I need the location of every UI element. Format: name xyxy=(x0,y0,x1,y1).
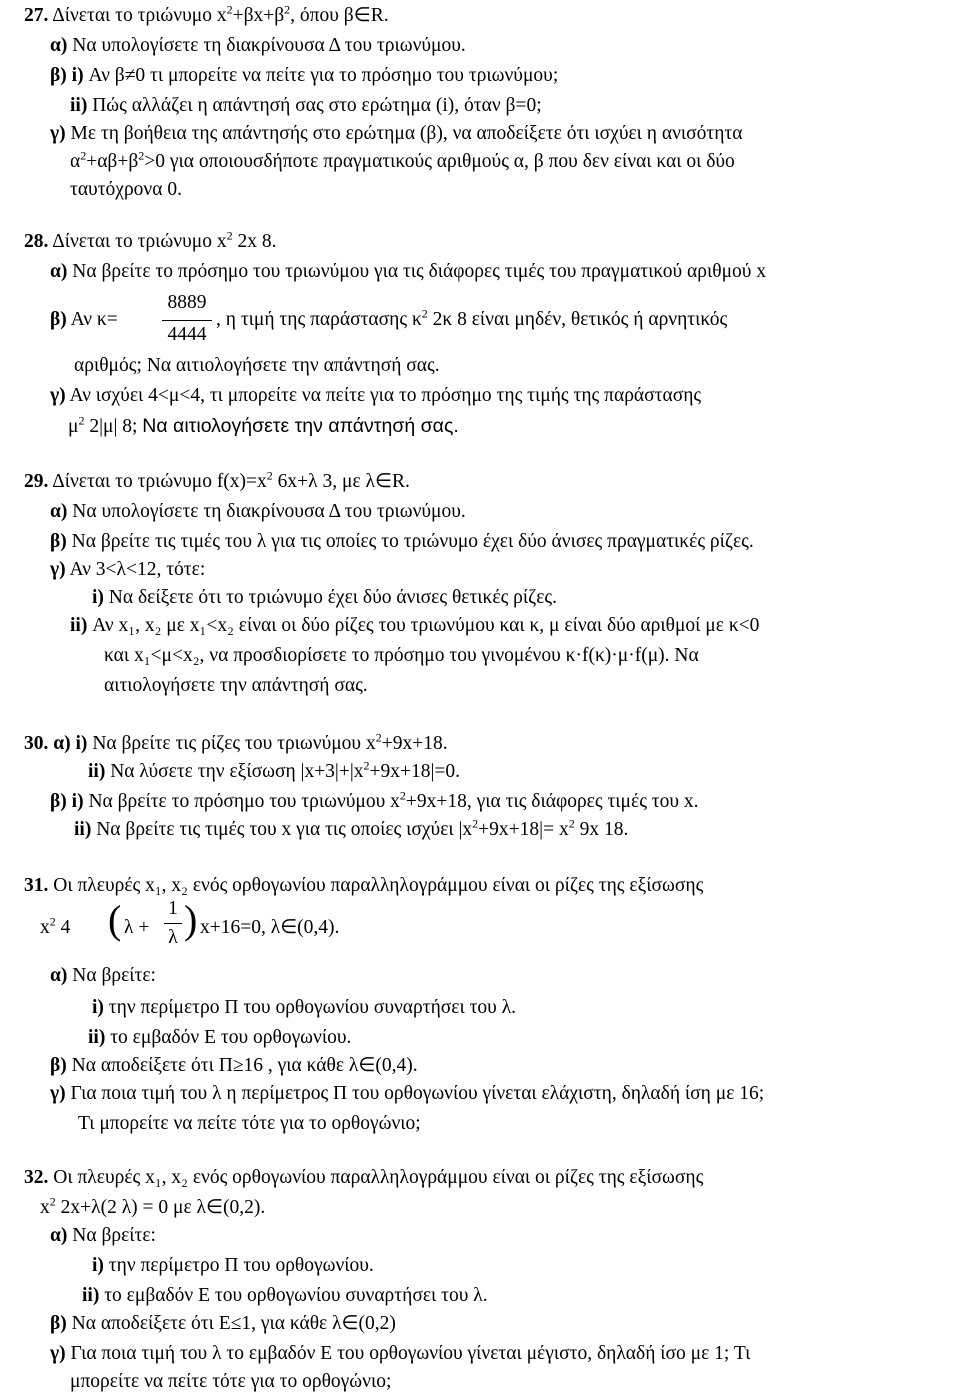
fraction-numerator: 8889 xyxy=(167,292,207,313)
p27-part-b-i: β) i) Αν β≠0 τι μπορείτε να πείτε για το πρόσημο του τριωνύμου; xyxy=(50,65,559,86)
p29-line1: 29. Δίνεται το τριώνυμο $f(x)=x^2$ 6x+λ 3, με λ∈R. xyxy=(24,468,410,492)
p32-part-a: α) Να βρείτε: xyxy=(50,1225,156,1246)
fraction-denominator: 4444 xyxy=(167,324,207,345)
fraction-numerator: 1 xyxy=(168,898,178,919)
p28-part-a: α) Να βρείτε το πρόσημο του τριωνύμου για τις διάφορες τιμές του πραγματικού αριθμού x xyxy=(50,261,767,282)
p30-part-b-ii: ii) Να βρείτε τις τιμές του x για τις οποίες ισχύει $|x^2+9x+18|= x^2$ 9x 18. xyxy=(74,816,629,840)
p27-part-a: α) Να υπολογίσετε τη διακρίνουσα Δ του τριωνύμου. xyxy=(50,35,466,56)
right-paren: ) xyxy=(184,897,198,942)
p28-part-b-rest: , η τιμή της παράστασης $\kappa^2$ 2κ 8 είναι μηδέν, θετικός ή αρνητικός xyxy=(216,306,728,330)
p32-part-b: β) Να αποδείξετε ότι Ε≤1, για κάθε λ∈(0,2) xyxy=(50,1313,396,1334)
fraction-denominator: λ xyxy=(168,927,178,948)
p28-number: 28. xyxy=(24,231,49,252)
left-paren: ( xyxy=(108,897,122,942)
p30-part-a-ii: ii) Να λύσετε την εξίσωση $|x+3|+|x^2+9x+18|=0$. xyxy=(88,758,461,782)
p32-number: 32. xyxy=(24,1167,49,1188)
p27-part-c-line3: ταυτόχρονα 0. xyxy=(70,179,182,200)
p32-part-a-ii: ii) το εμβαδόν Ε του ορθογωνίου συναρτήσει του λ. xyxy=(82,1285,488,1306)
p29-part-c-ii-line2: και x₁<μ<x₂, να προσδιορίσετε το πρόσημο του γινομένου κ·f(κ)·μ·f(μ). Να xyxy=(104,645,699,666)
p28-part-b: β) Αν κ= xyxy=(50,309,118,330)
p28-part-c-line2: $\mu^2$ 2|μ| 8; Να αιτιολογήσετε την απάντησή σας. xyxy=(68,413,459,437)
p31-equation-lambda: λ + xyxy=(124,917,150,938)
p32-equation: $x^2$ 2x+λ(2 λ) = 0 με λ∈(0,2). xyxy=(40,1194,266,1218)
p31-equation-end: x+16=0, λ∈(0,4). xyxy=(200,917,340,938)
p30-part-a-i: 30. α) i) Να βρείτε τις ρίζες του τριωνύμου $x^2+9x+18$. xyxy=(24,730,448,754)
p31-part-c: γ) Για ποια τιμή του λ η περίμετρος Π του ορθογωνίου γίνεται ελάχιστη, δηλαδή ίση με 16; xyxy=(50,1083,765,1104)
p31-number: 31. xyxy=(24,875,49,896)
p29-part-c: γ) Αν 3<λ<12, τότε: xyxy=(50,559,206,580)
p27-part-c: γ) Με τη βοήθεια της απάντησής στο ερώτημα (β), να αποδείξετε ότι ισχύει η ανισότητα xyxy=(50,123,743,144)
p27-line1: 27. Δίνεται το τριώνυμο $x^2+\beta x+\beta^2$, όπου β∈R. xyxy=(24,2,389,26)
p32-line1: 32. Οι πλευρές x₁, x₂ ενός ορθογωνίου παραλληλογράμμου είναι οι ρίζες της εξίσωσης xyxy=(24,1167,704,1188)
p29-part-c-ii: ii) Αν x₁, x₂ με x₁<x₂ είναι οι δύο ρίζες του τριωνύμου και κ, μ είναι δύο αριθμοί με κ<0 xyxy=(70,615,760,636)
p28-line1: 28. Δίνεται το τριώνυμο $x^2$ 2x 8. xyxy=(24,228,277,252)
p29-part-c-ii-line3: αιτιολογήσετε την απάντησή σας. xyxy=(104,675,368,696)
p28-part-b-line2: αριθμός; Να αιτιολογήσετε την απάντησή σας. xyxy=(74,355,440,376)
p29-number: 29. xyxy=(24,471,49,492)
p30-part-b-i: β) i) Να βρείτε το πρόσημο του τριωνύμου $x^2+9x+18$, για τις διάφορες τιμές του x. xyxy=(50,788,699,812)
p31-line1: 31. Οι πλευρές x₁, x₂ ενός ορθογωνίου παραλληλογράμμου είναι οι ρίζες της εξίσωσης xyxy=(24,875,704,896)
p32-part-c-line2: μπορείτε να πείτε τότε για το ορθογώνιο; xyxy=(70,1371,392,1392)
p28-fraction xyxy=(162,292,212,352)
p27-part-b-ii: ii) Πώς αλλάζει η απάντησή σας στο ερώτημα (i), όταν β=0; xyxy=(70,95,542,116)
p31-equation-start: $x^2$ 4 xyxy=(40,914,71,938)
p27-part-c-line2: $\alpha^2+\alpha\beta+\beta^2>0$ για οποιουσδήποτε πραγματικούς αριθμούς α, β που δεν είναι και οι δύο xyxy=(70,148,735,172)
p29-part-b: β) Να βρείτε τις τιμές του λ για τις οποίες το τριώνυμο έχει δύο άνισες πραγματικές ρίζες. xyxy=(50,531,754,552)
p31-fraction xyxy=(164,898,182,954)
p31-part-a: α) Να βρείτε: xyxy=(50,965,156,986)
p30-number: 30. xyxy=(24,733,49,754)
fraction-bar xyxy=(164,923,182,924)
fraction-bar xyxy=(162,320,212,321)
p32-part-c: γ) Για ποια τιμή του λ το εμβαδόν Ε του ορθογωνίου γίνεται μέγιστο, δηλαδή ίσο με 1; Τι xyxy=(50,1343,751,1364)
p31-part-c-line2: Τι μπορείτε να πείτε τότε για το ορθογώνιο; xyxy=(78,1113,421,1134)
p28-part-c: γ) Αν ισχύει 4<μ<4, τι μπορείτε να πείτε για το πρόσημο της τιμής της παράστασης xyxy=(50,385,702,406)
p27-number: 27. xyxy=(24,5,49,26)
p31-part-a-i: i) την περίμετρο Π του ορθογωνίου συναρτήσει του λ. xyxy=(92,997,517,1018)
p31-part-b: β) Να αποδείξετε ότι Π≥16 , για κάθε λ∈(0,4). xyxy=(50,1055,418,1076)
p31-part-a-ii: ii) το εμβαδόν Ε του ορθογωνίου. xyxy=(88,1027,352,1048)
p29-part-c-i: i) Να δείξετε ότι το τριώνυμο έχει δύο άνισες θετικές ρίζες. xyxy=(92,587,558,608)
p32-part-a-i: i) την περίμετρο Π του ορθογωνίου. xyxy=(92,1255,374,1276)
p29-part-a: α) Να υπολογίσετε τη διακρίνουσα Δ του τριωνύμου. xyxy=(50,501,466,522)
